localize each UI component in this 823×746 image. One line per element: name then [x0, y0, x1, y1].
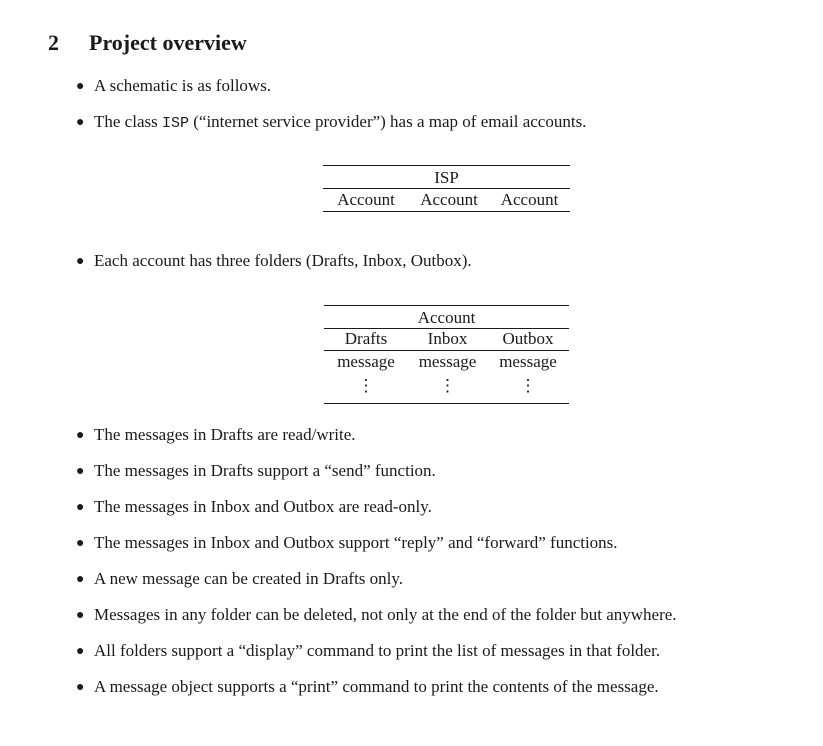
bullet-dot-icon: ● — [76, 608, 85, 623]
account-table-mid-rule — [324, 328, 569, 329]
bullet-dot-icon: ● — [76, 572, 85, 587]
account-table-bottom-rule — [324, 403, 569, 404]
bullet-inbox-readonly — [76, 497, 432, 518]
section-number: 2 — [48, 30, 59, 55]
bullet-schematic — [76, 76, 271, 97]
bullet-dot-icon: ● — [76, 536, 85, 551]
bullet-dot-icon: ● — [76, 464, 85, 479]
bullet-dot-icon: ● — [76, 680, 85, 695]
bullet-text: The class — [94, 112, 162, 131]
ellipsis-cell: ⋮ — [439, 376, 456, 395]
bullet-drafts-send — [76, 461, 436, 482]
isp-table-cell: Account — [500, 190, 559, 209]
bullet-text: The messages in Drafts support a “send” function. — [94, 461, 436, 480]
bullet-dot-icon: ● — [76, 428, 85, 443]
bullet-display — [76, 641, 660, 662]
isp-table-cell: Account — [420, 190, 478, 209]
folder-outbox: Outbox — [502, 329, 554, 348]
bullet-text: The messages in Drafts are read/write. — [94, 425, 356, 444]
bullet-dot-icon: ● — [76, 79, 85, 94]
bullet-text: The messages in Inbox and Outbox are read-only. — [94, 497, 432, 516]
bullet-text: (“internet service provider”) has a map of email accounts. — [189, 112, 587, 131]
account-table-header: Account — [417, 307, 476, 327]
bullet-dot-icon: ● — [76, 115, 85, 130]
account-table — [324, 307, 569, 398]
bullet-text: A schematic is as follows. — [94, 76, 272, 95]
isp-table-bottom-rule — [323, 211, 570, 212]
bullet-dot-icon: ● — [76, 254, 85, 269]
bullet-text: All folders support a “display” command to print the list of messages in that folder. — [94, 641, 661, 660]
bullet-delete — [76, 605, 677, 626]
account-table-top-rule — [324, 305, 569, 306]
message-cell: message — [418, 352, 477, 371]
ellipsis-cell: ⋮ — [357, 376, 375, 395]
bullet-dot-icon: ● — [76, 500, 85, 515]
isp-table-cell: Account — [337, 190, 395, 209]
account-table-folder-rule — [324, 350, 569, 351]
section-title: Project overview — [89, 30, 247, 55]
bullet-three-folders — [76, 251, 472, 272]
bullet-text: A new message can be created in Drafts only. — [94, 569, 404, 588]
folder-inbox: Inbox — [427, 329, 468, 348]
isp-table — [323, 167, 570, 211]
bullet-new-message — [76, 569, 403, 590]
isp-table-header: ISP — [434, 168, 459, 187]
section-heading — [48, 30, 247, 56]
bullet-text: The messages in Inbox and Outbox support “reply” and “forward” functions. — [94, 533, 618, 552]
isp-table-mid-rule — [323, 188, 570, 189]
isp-table-top-rule — [323, 165, 570, 166]
message-cell: message — [337, 352, 395, 371]
bullet-text: Messages in any folder can be deleted, not only at the end of the folder but anywhere. — [94, 605, 677, 624]
bullet-text: A message object supports a “print” command to print the contents of the message. — [94, 677, 659, 696]
ellipsis-cell: ⋮ — [519, 376, 537, 395]
message-cell: message — [499, 352, 557, 371]
isp-code: ISP — [161, 115, 189, 132]
bullet-inbox-reply — [76, 533, 618, 554]
bullet-drafts-rw — [76, 425, 356, 446]
folder-drafts: Drafts — [344, 329, 388, 348]
bullet-dot-icon: ● — [76, 644, 85, 659]
bullet-print — [76, 677, 659, 698]
bullet-text: Each account has three folders (Drafts, Inbox, Outbox). — [94, 251, 472, 270]
bullet-isp-class — [76, 112, 586, 134]
